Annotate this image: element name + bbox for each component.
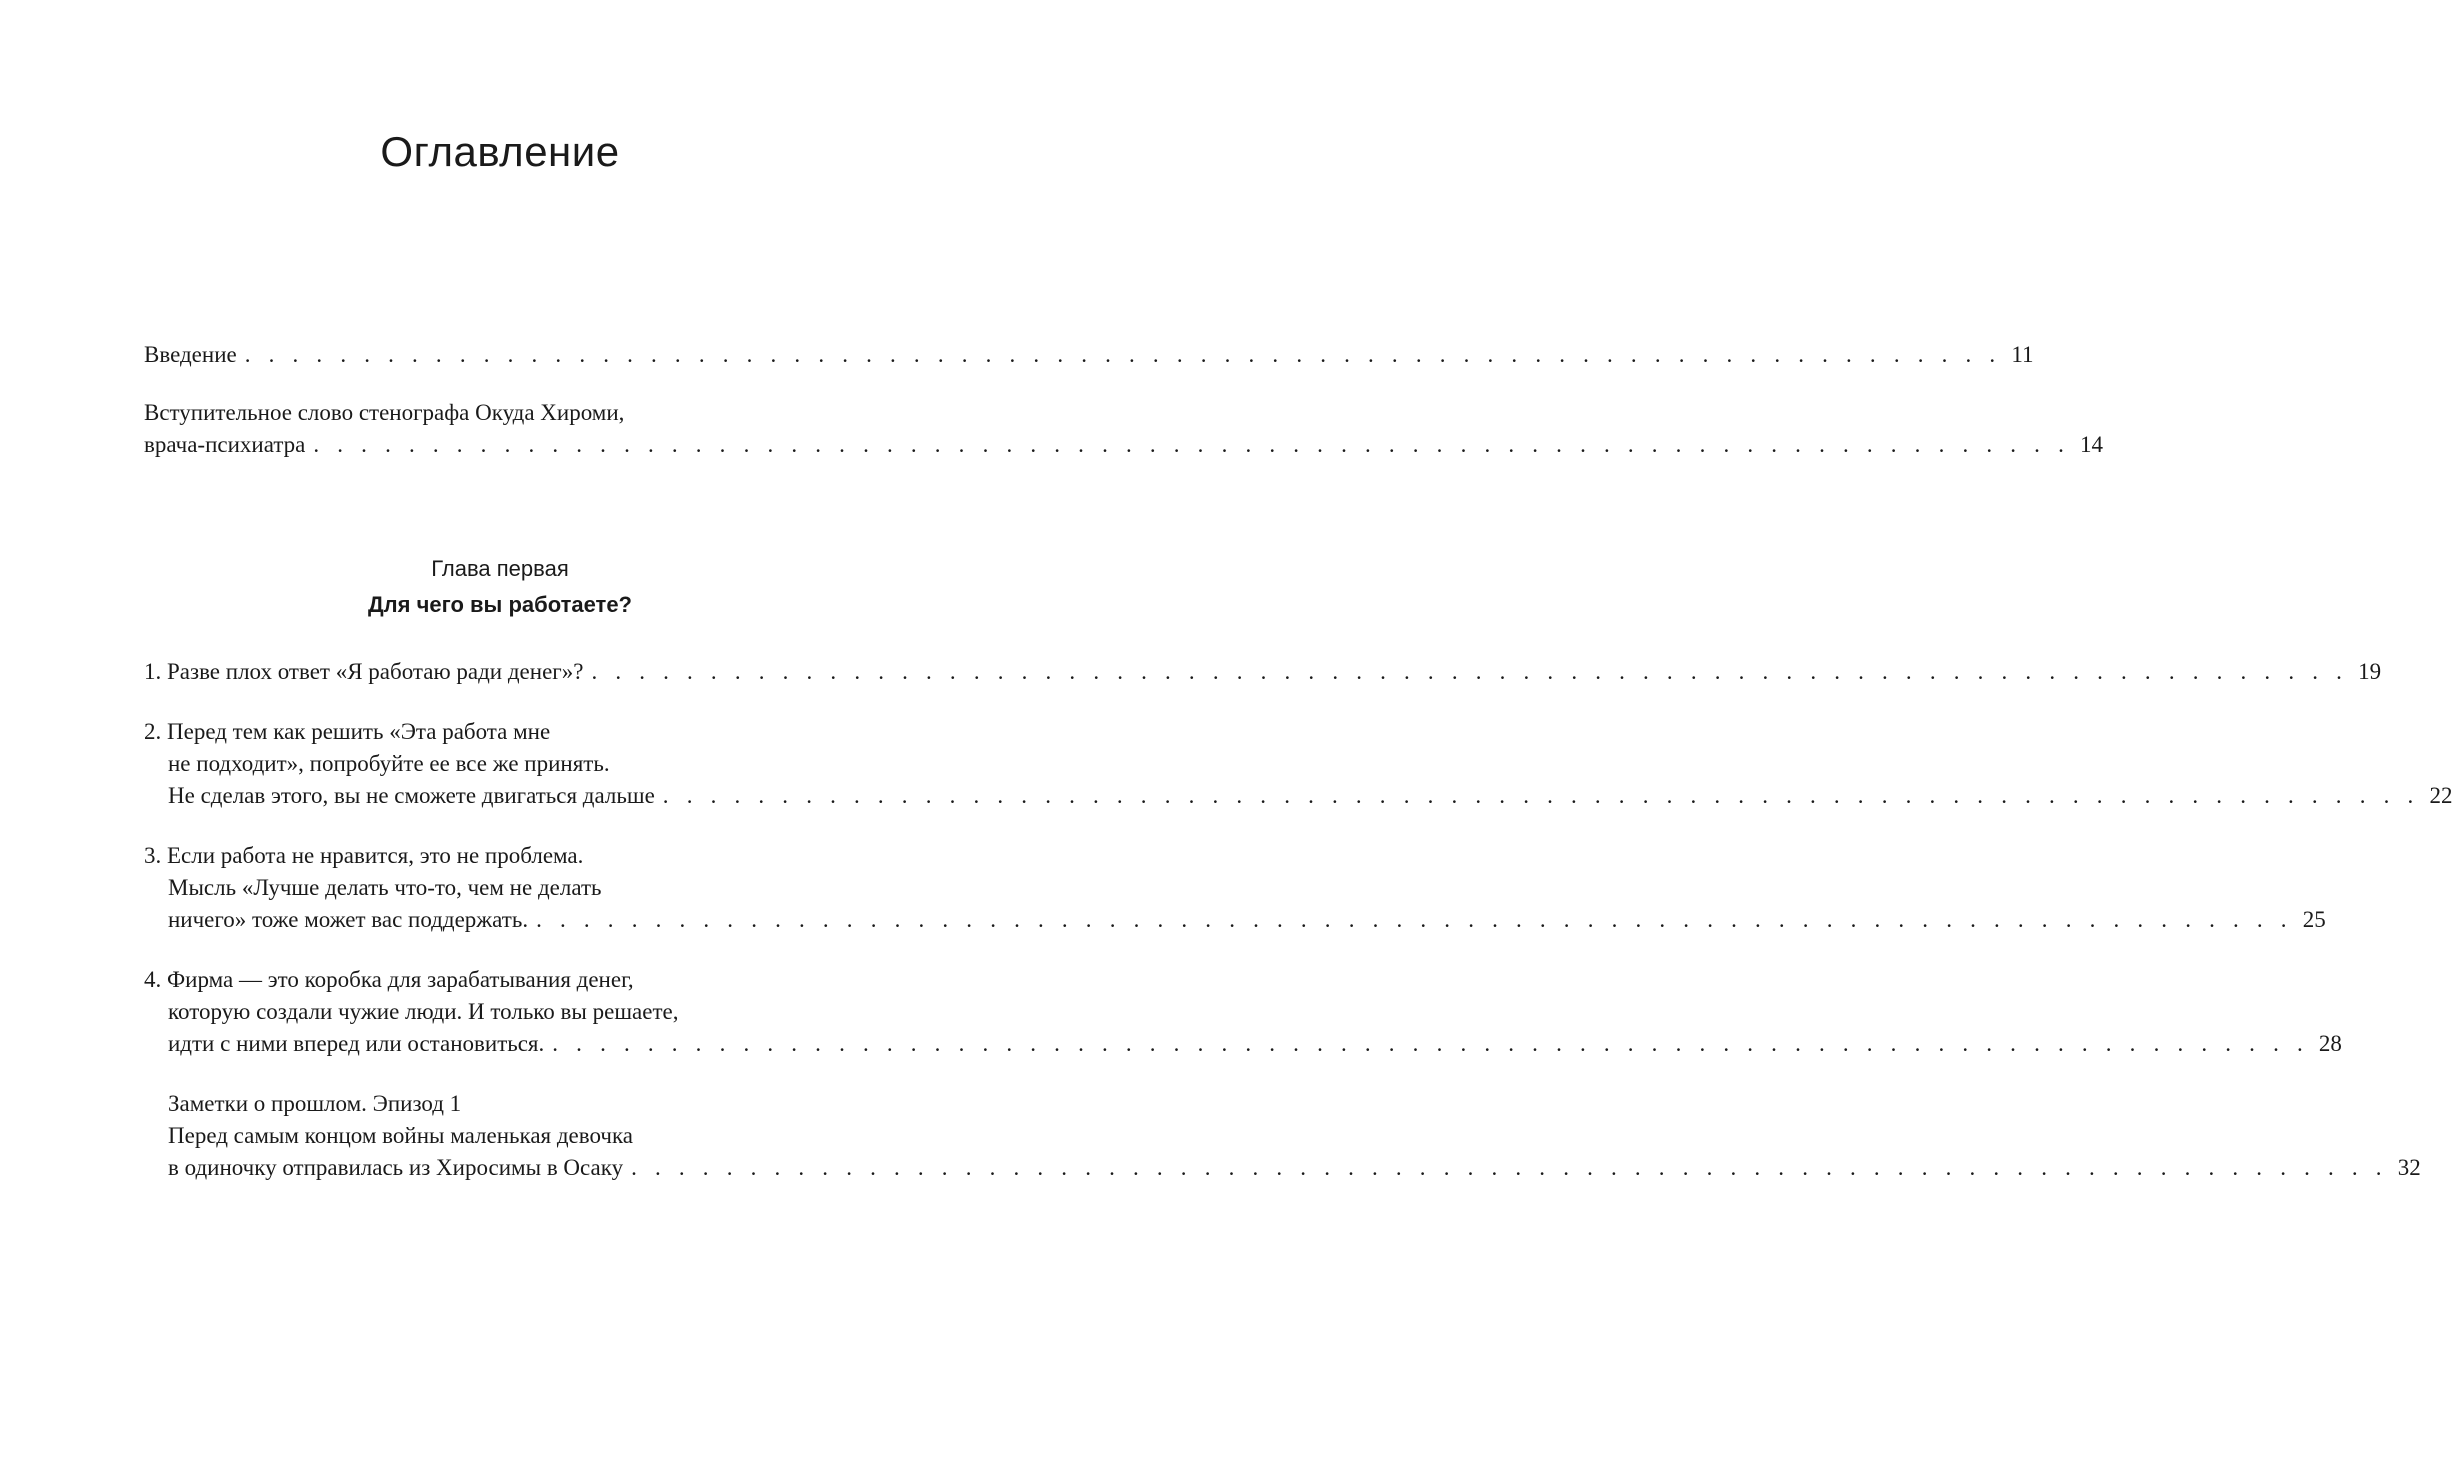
toc-entry-text: Введение (144, 342, 237, 367)
toc-entry-line (168, 781, 2452, 811)
page-number: 11 (2011, 342, 2034, 367)
dot-leader: . . . . . . . . . . . . . . . . . . . . . . . . . . . . . . . . . . . . . . . . . . . . . . . . . . . . . . . . . . . . . . . . . . . . . . . . . . (244, 342, 2002, 367)
toc-entry-text: не подходит», попробуйте ее все же принять. (168, 751, 610, 776)
page-title: Оглавление (380, 128, 620, 175)
page-number: 25 (2302, 907, 2326, 932)
dot-leader: . . . . . . . . . . . . . . . . . . . . . . . . . . . . . . . . . . . . . . . . . . . . . . . . . . . . . . . . . . . . . . . . . . . . . . . . . . (591, 659, 2349, 684)
toc-entry-text: Заметки о прошлом. Эпизод 1 (168, 1091, 462, 1116)
dot-leader: . . . . . . . . . . . . . . . . . . . . . . . . . . . . . . . . . . . . . . . . . . . . . . . . . . . . . . . . . . . . . . . . . . . . . . . . . . (662, 783, 2420, 808)
toc-entry-line (168, 1153, 2421, 1183)
toc-entry-text: Не сделав этого, вы не сможете двигаться дальше (168, 783, 655, 808)
page-number: 32 (2397, 1155, 2421, 1180)
toc-entry-text: 1. Разве плох ответ «Я работаю ради денег»? (144, 659, 584, 684)
toc-entry-line (144, 430, 2104, 460)
toc-entry-text: Мысль «Лучше делать что-то, чем не делать (168, 875, 602, 900)
toc-entry-text: 2. Перед тем как решить «Эта работа мне (144, 719, 551, 744)
toc-entry-line (168, 905, 2326, 935)
toc-entry-text: идти с ними вперед или остановиться. (168, 1031, 545, 1056)
toc-entry-text: которую создали чужие люди. И только вы решаете, (168, 999, 679, 1024)
page-number: 14 (2080, 432, 2104, 457)
toc-entry-text: в одиночку отправилась из Хиросимы в Осаку (168, 1155, 624, 1180)
dot-leader: . . . . . . . . . . . . . . . . . . . . . . . . . . . . . . . . . . . . . . . . . . . . . . . . . . . . . . . . . . . . . . . . . . . . . . . . . . (631, 1155, 2388, 1180)
chapter-title: Для чего вы работаете? (367, 592, 632, 617)
toc-entry-line (168, 1029, 2342, 1059)
page-number: 19 (2358, 659, 2382, 684)
page-number: 28 (2318, 1031, 2342, 1056)
toc-entry-line (144, 657, 2382, 687)
toc-entry-text: Перед самым концом войны маленькая девочка (168, 1123, 633, 1148)
dot-leader: . . . . . . . . . . . . . . . . . . . . . . . . . . . . . . . . . . . . . . . . . . . . . . . . . . . . . . . . . . . . . . . . . . . . . . . . . . (313, 432, 2071, 457)
chapter-label: Глава первая (431, 556, 569, 581)
dot-leader: . . . . . . . . . . . . . . . . . . . . . . . . . . . . . . . . . . . . . . . . . . . . . . . . . . . . . . . . . . . . . . . . . . . . . . . . . . (552, 1031, 2309, 1056)
page-number: 22 (2429, 783, 2452, 808)
toc-entry-line (144, 340, 2034, 370)
toc-entry-text: ничего» тоже может вас поддержать. (168, 907, 529, 932)
toc-entry-text: Вступительное слово стенографа Окуда Хироми, (144, 400, 625, 425)
dot-leader: . . . . . . . . . . . . . . . . . . . . . . . . . . . . . . . . . . . . . . . . . . . . . . . . . . . . . . . . . . . . . . . . . . . . . . . . . . (536, 907, 2293, 932)
toc-entry-text: 4. Фирма — это коробка для зарабатывания денег, (144, 967, 634, 992)
toc-entry-text: врача-психиатра (144, 432, 306, 457)
toc-entry-text: 3. Если работа не нравится, это не проблема. (144, 843, 584, 868)
